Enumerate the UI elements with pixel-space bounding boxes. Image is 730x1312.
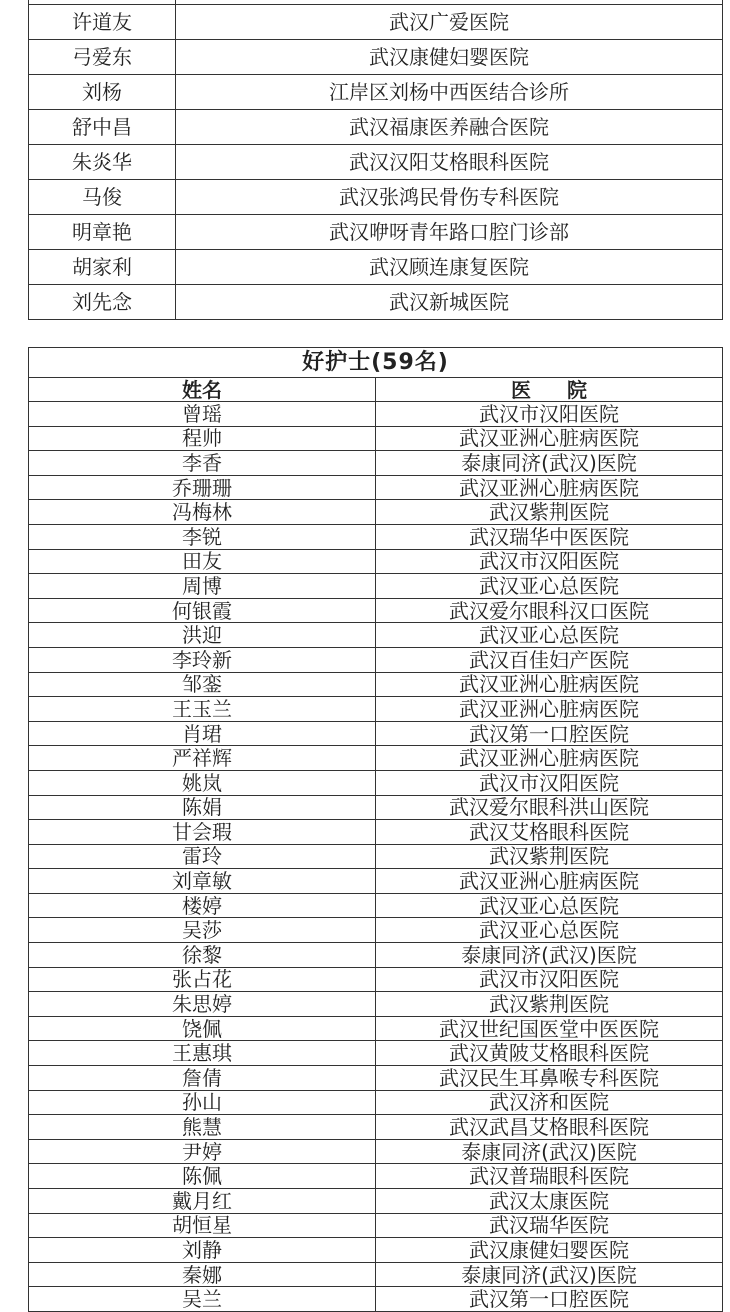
column-header-name: 姓名	[29, 378, 376, 402]
table-row	[29, 647, 723, 672]
name-cell: 冯梅林	[29, 500, 376, 525]
hospital-cell: 武汉紫荆医院	[376, 844, 723, 869]
name-cell: 楼婷	[29, 893, 376, 918]
hospital-cell: 武汉广爱医院	[176, 5, 723, 40]
name-cell: 姚岚	[29, 770, 376, 795]
hospital-cell: 武汉紫荆医院	[376, 500, 723, 525]
hospital-cell: 武汉瑞华医院	[376, 1213, 723, 1238]
table-row	[29, 1164, 723, 1189]
hospital-cell: 武汉爱尔眼科汉口医院	[376, 598, 723, 623]
table-row	[29, 426, 723, 451]
table-row	[29, 844, 723, 869]
name-cell: 秦娜	[29, 1262, 376, 1287]
top-award-table	[28, 0, 723, 320]
hospital-cell: 武汉康健妇婴医院	[176, 40, 723, 75]
name-cell: 吴莎	[29, 918, 376, 943]
hospital-cell: 武汉汉阳艾格眼科医院	[176, 145, 723, 180]
hospital-cell: 武汉亚洲心脏病医院	[376, 697, 723, 722]
table-row	[29, 746, 723, 771]
table-row	[29, 967, 723, 992]
hospital-cell: 武汉亚心总医院	[376, 623, 723, 648]
hospital-cell: 武汉瑞华中医医院	[376, 524, 723, 549]
table-row	[29, 574, 723, 599]
hospital-cell: 武汉武昌艾格眼科医院	[376, 1115, 723, 1140]
hospital-cell: 武汉市汉阳医院	[376, 770, 723, 795]
table-row	[29, 549, 723, 574]
table-row	[29, 992, 723, 1017]
hospital-cell: 武汉福康医养融合医院	[176, 110, 723, 145]
hospital-cell: 武汉康健妇婴医院	[376, 1238, 723, 1263]
hospital-cell: 武汉济和医院	[376, 1090, 723, 1115]
name-cell: 刘静	[29, 1238, 376, 1263]
name-cell: 洪迎	[29, 623, 376, 648]
hospital-cell: 武汉黄陂艾格眼科医院	[376, 1041, 723, 1066]
name-cell: 甘会瑕	[29, 820, 376, 845]
hospital-cell: 泰康同济(武汉)医院	[376, 451, 723, 476]
name-cell: 马俊	[29, 180, 176, 215]
table-row	[29, 451, 723, 476]
hospital-cell: 武汉普瑞眼科医院	[376, 1164, 723, 1189]
hospital-cell: 武汉亚洲心脏病医院	[376, 746, 723, 771]
table-row	[29, 721, 723, 746]
name-cell: 邹銮	[29, 672, 376, 697]
hospital-cell: 武汉顾连康复医院	[176, 250, 723, 285]
name-cell: 熊慧	[29, 1115, 376, 1140]
table-row	[29, 1189, 723, 1214]
table-row	[29, 623, 723, 648]
table-row	[29, 75, 723, 110]
hospital-cell: 武汉市汉阳医院	[376, 402, 723, 427]
table-row	[29, 524, 723, 549]
table-row	[29, 893, 723, 918]
hospital-cell: 武汉亚洲心脏病医院	[376, 426, 723, 451]
name-cell: 胡家利	[29, 250, 176, 285]
table-row	[29, 697, 723, 722]
name-cell: 田友	[29, 549, 376, 574]
hospital-cell: 江岸区刘杨中西医结合诊所	[176, 75, 723, 110]
name-cell: 詹倩	[29, 1066, 376, 1091]
table-row	[29, 500, 723, 525]
name-cell: 程帅	[29, 426, 376, 451]
name-cell: 陈佩	[29, 1164, 376, 1189]
hospital-cell: 武汉市汉阳医院	[376, 549, 723, 574]
name-cell: 朱思婷	[29, 992, 376, 1017]
table-header-row	[29, 378, 723, 402]
name-cell: 严祥辉	[29, 746, 376, 771]
name-cell: 周博	[29, 574, 376, 599]
name-cell: 王玉兰	[29, 697, 376, 722]
hospital-cell: 武汉第一口腔医院	[376, 1287, 723, 1312]
name-cell: 明章艳	[29, 215, 176, 250]
table-row	[29, 795, 723, 820]
table-row	[29, 475, 723, 500]
hospital-cell: 武汉市汉阳医院	[376, 967, 723, 992]
table-row	[29, 402, 723, 427]
name-cell: 何银霞	[29, 598, 376, 623]
name-cell: 雷玲	[29, 844, 376, 869]
table-row	[29, 1139, 723, 1164]
table-row	[29, 285, 723, 320]
table-row	[29, 1213, 723, 1238]
table-row	[29, 1262, 723, 1287]
hospital-cell: 武汉爱尔眼科洪山医院	[376, 795, 723, 820]
name-cell: 李锐	[29, 524, 376, 549]
name-cell: 弓爱东	[29, 40, 176, 75]
table-row	[29, 598, 723, 623]
section-title: 好护士(59名)	[29, 348, 723, 378]
table-row	[29, 1238, 723, 1263]
name-cell: 李香	[29, 451, 376, 476]
hospital-cell: 武汉亚洲心脏病医院	[376, 475, 723, 500]
name-cell: 尹婷	[29, 1139, 376, 1164]
table-row	[29, 672, 723, 697]
table-row	[29, 5, 723, 40]
name-cell: 乔珊珊	[29, 475, 376, 500]
table-row	[29, 40, 723, 75]
hospital-cell: 武汉紫荆医院	[376, 992, 723, 1017]
name-cell: 舒中昌	[29, 110, 176, 145]
table-row	[29, 918, 723, 943]
table-row	[29, 943, 723, 968]
hospital-cell: 武汉百佳妇产医院	[376, 647, 723, 672]
name-cell: 刘先念	[29, 285, 176, 320]
hospital-cell: 武汉民生耳鼻喉专科医院	[376, 1066, 723, 1091]
hospital-cell: 武汉亚心总医院	[376, 918, 723, 943]
name-cell: 王惠琪	[29, 1041, 376, 1066]
table-row	[29, 180, 723, 215]
table-row	[29, 1066, 723, 1091]
table-row	[29, 1041, 723, 1066]
hospital-cell: 武汉亚洲心脏病医院	[376, 869, 723, 894]
name-cell: 吴兰	[29, 1287, 376, 1312]
hospital-cell: 武汉新城医院	[176, 285, 723, 320]
hospital-cell: 武汉亚心总医院	[376, 574, 723, 599]
table-row	[29, 110, 723, 145]
name-cell: 徐黎	[29, 943, 376, 968]
hospital-cell: 武汉亚心总医院	[376, 893, 723, 918]
hospital-cell: 泰康同济(武汉)医院	[376, 1139, 723, 1164]
hospital-cell: 泰康同济(武汉)医院	[376, 1262, 723, 1287]
name-cell: 刘章敏	[29, 869, 376, 894]
table-row	[29, 1090, 723, 1115]
name-cell: 张占花	[29, 967, 376, 992]
nurse-table-body	[29, 402, 723, 1312]
hospital-cell: 武汉太康医院	[376, 1189, 723, 1214]
table-row	[29, 1016, 723, 1041]
hospital-cell: 武汉世纪国医堂中医医院	[376, 1016, 723, 1041]
table-row	[29, 869, 723, 894]
name-cell: 刘杨	[29, 75, 176, 110]
top-table-body	[29, 0, 723, 320]
name-cell: 陈娟	[29, 795, 376, 820]
name-cell: 许道友	[29, 5, 176, 40]
name-cell: 戴月红	[29, 1189, 376, 1214]
hospital-cell: 泰康同济(武汉)医院	[376, 943, 723, 968]
hospital-cell: 武汉第一口腔医院	[376, 721, 723, 746]
hospital-cell: 武汉艾格眼科医院	[376, 820, 723, 845]
column-header-hospital: 医院	[376, 378, 723, 402]
good-nurse-table	[28, 347, 723, 1312]
name-cell: 肖珺	[29, 721, 376, 746]
table-row	[29, 250, 723, 285]
table-row	[29, 145, 723, 180]
hospital-cell: 武汉亚洲心脏病医院	[376, 672, 723, 697]
table-row	[29, 1115, 723, 1140]
name-cell: 李玲新	[29, 647, 376, 672]
hospital-cell: 武汉张鸿民骨伤专科医院	[176, 180, 723, 215]
name-cell: 朱炎华	[29, 145, 176, 180]
hospital-cell: 武汉咿呀青年路口腔门诊部	[176, 215, 723, 250]
table-row	[29, 770, 723, 795]
table-row	[29, 215, 723, 250]
name-cell: 孙山	[29, 1090, 376, 1115]
name-cell: 饶佩	[29, 1016, 376, 1041]
table-row	[29, 820, 723, 845]
table-title-row	[29, 348, 723, 378]
name-cell: 胡恒星	[29, 1213, 376, 1238]
name-cell: 曾瑶	[29, 402, 376, 427]
